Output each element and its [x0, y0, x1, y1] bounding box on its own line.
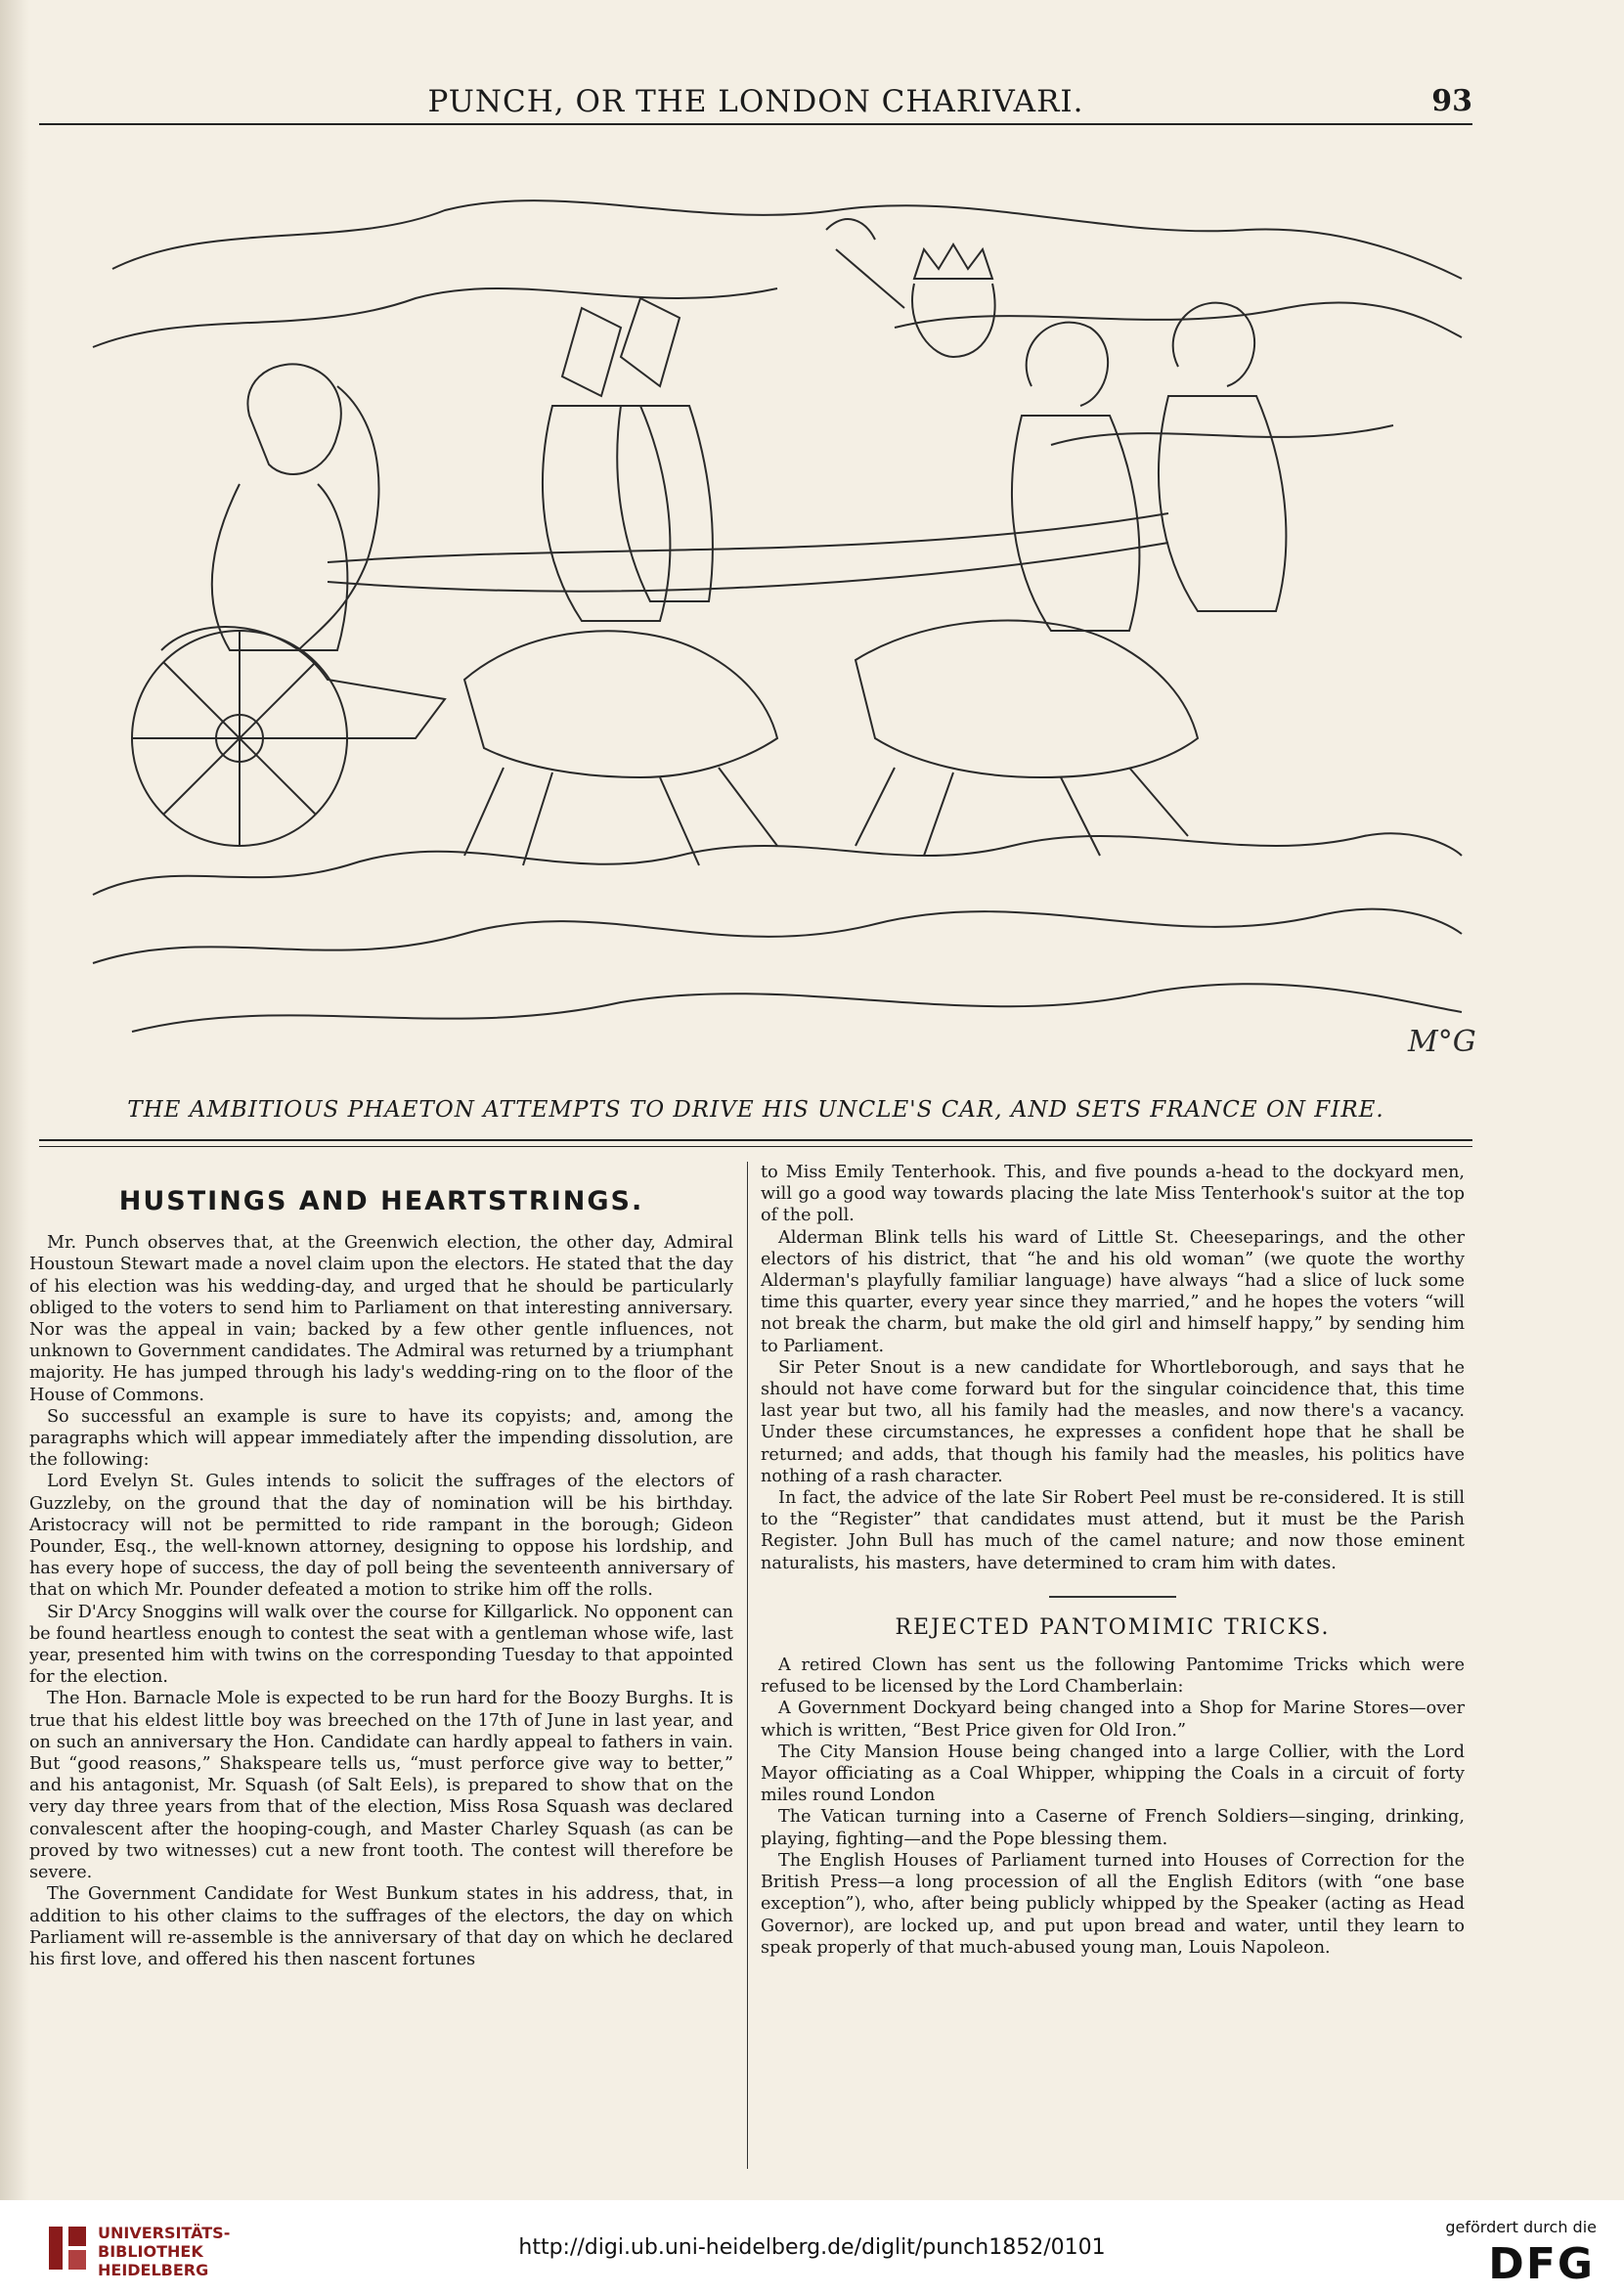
- driver-head: [247, 364, 340, 474]
- crowned-head: [912, 284, 995, 357]
- article-paragraph: So successful an example is sure to have its copyists; and, among the paragraphs which will appear immediately after the impending dissolution, are the following:: [29, 1406, 733, 1471]
- ground-cloud: [93, 909, 1462, 963]
- page-header: [39, 80, 1472, 125]
- running-title: PUNCH, OR THE LONDON CHARIVARI.: [427, 84, 1084, 119]
- university-library-name: UNIVERSITÄTS- BIBLIOTHEK HEIDELBERG: [98, 2224, 231, 2279]
- cloud-line: [1051, 425, 1393, 445]
- digitization-footer: [0, 2200, 1624, 2295]
- rider-body: [1012, 416, 1139, 631]
- article-paragraph: The Vatican turning into a Caserne of French Soldiers—singing, drinking, playing, fighting—and the Pope blessing them.: [761, 1807, 1465, 1849]
- article-paragraph: Mr. Punch observes that, at the Greenwich election, the other day, Admiral Houstoun Stewart made a novel claim upon the electors. He stated that the day of his election was his wedding-day, and urged that he should be particularly obliged to the voters to send him to Parliament on that interesting anniversary. Nor was the appeal in vain; backed by a few other gentle influences, not unknown to Government candidates. The Admiral was returned by a triumphant majority. He has jumped through his lady's wedding-ring on to the floor of the House of Commons.: [29, 1233, 733, 1405]
- dfg-logo: DFG: [1488, 2239, 1595, 2289]
- rider-body: [1159, 396, 1286, 611]
- article-paragraph: A retired Clown has sent us the following Pantomime Tricks which were refused to be licensed by the Lord Chamberlain:: [761, 1655, 1465, 1698]
- article-paragraph: Sir Peter Snout is a new candidate for Whortleborough, and says that he should not have come forward but for the singular coincidence that, this time last year but two, all his family had the measles, and now there's a vacancy. Under these circumstances, he expresses a confident hope that he shall be returned; and adds, that though his family had the measles, his politics have nothing of a rash character.: [761, 1357, 1465, 1486]
- article-paragraph: The English Houses of Parliament turned into Houses of Correction for the British Press—a long procession of all the English Editors (with “one base exception”), who, after being publicly whipped by the Speaker (acting as Head Governor), are locked up, and put upon bread and water, until they learn to speak properly of that much-abused young man, Louis Napoleon.: [761, 1850, 1465, 1958]
- article-paragraph: In fact, the advice of the late Sir Robert Peel must be re-considered. It is still to the “Register” that candidates must attend, but it must be the Parish Register. John Bull has much of the camel nature; and now those eminent naturalists, his masters, have determined to cram him with dates.: [761, 1488, 1465, 1573]
- article-paragraph: Sir D'Arcy Snoggins will walk over the course for Killgarlick. No opponent can be found heartless enough to contest the seat with a gentleman whose wife, last year, presented him with twins on the corresponding Tuesday to that appointed for the election.: [29, 1602, 733, 1688]
- horse-right: [856, 621, 1198, 777]
- chariot-body: [161, 627, 445, 738]
- rider-body: [617, 406, 713, 601]
- article-paragraph: Lord Evelyn St. Gules intends to solicit the suffrages of the electors of Guzzleby, on the ground that the day of nomination will be his birthday. Aristocracy will not be permitted to ride rampant in the borough; Gideon Pounder, Esq., the well-known attorney, designing to oppose his lordship, and has every hope of success, the day of poll being the seventeenth anniversary of that on which Mr. Pounder defeated a motion to strike him off the rolls.: [29, 1472, 733, 1601]
- permalink-url[interactable]: http://digi.ub.uni-heidelberg.de/diglit/punch1852/0101: [518, 2235, 1106, 2260]
- crown: [914, 244, 992, 279]
- column-divider: [747, 1162, 748, 2169]
- caption-rule: [39, 1139, 1472, 1141]
- thunderbolts: [826, 219, 904, 308]
- rider-hat: [562, 308, 621, 396]
- cartoon-signature: M°G: [1408, 1025, 1476, 1059]
- cartoon-illustration: [93, 191, 1476, 1076]
- article-paragraph: The Government Candidate for West Bunkum states in his address, that, in addition to his other claims to the suffrages of the electors, the day on which Parliament will re-assemble is the anniversary of that day on which he declared his first love, and offered his then nascent fortunes: [29, 1884, 733, 1969]
- article-heading-pantomimic: REJECTED PANTOMIMIC TRICKS.: [895, 1614, 1331, 1640]
- rider-helmet: [1027, 323, 1108, 406]
- section-divider: [1049, 1596, 1176, 1598]
- left-column: [29, 1162, 733, 1970]
- rider-body: [543, 406, 670, 621]
- funded-by-label: gefördert durch die: [1445, 2218, 1597, 2236]
- article-heading-hustings: HUSTINGS AND HEARTSTRINGS.: [118, 1186, 644, 1216]
- ground-cloud: [93, 833, 1462, 895]
- article-paragraph: Alderman Blink tells his ward of Little St. Cheeseparings, and the other electors of his district, that “he and his old woman” (we quote the worthy Alderman's playfully familiar language) have always “had a slice of luck some time this quarter, every year since they married,” and he hopes the voters “will not break the charm, but make the old girl and himself happy,” by sending him to Parliament.: [761, 1227, 1465, 1356]
- horse-left: [464, 631, 777, 777]
- cartoon-caption: THE AMBITIOUS PHAETON ATTEMPTS TO DRIVE HIS UNCLE'S CAR, AND SETS FRANCE ON FIRE.: [127, 1097, 1384, 1123]
- right-column: [761, 1162, 1465, 1959]
- article-paragraph: The Hon. Barnacle Mole is expected to be run hard for the Boozy Burghs. It is true that his eldest little boy was breeched on the 17th of June in last year, and on such an anniversary the Hon. Candidate can hardly appeal to fathers in vain. But “good reasons,” Shakspeare tells us, “must perforce give way to better,” and his antagonist, Mr. Squash (of Salt Eels), is prepared to show that on the very day three years from that of the election, Miss Rosa Squash was declared convalescent after the hooping-cough, and Master Charley Squash (as can be proved by two witnesses) cut a new front tooth. The contest will therefore be severe.: [29, 1689, 733, 1883]
- driver-body: [212, 484, 348, 650]
- reins: [328, 513, 1168, 562]
- ground-cloud: [132, 984, 1462, 1032]
- article-paragraph: The City Mansion House being changed into a large Collier, with the Lord Mayor officiating as a Coal Whipper, whipping the Coals in a circuit of forty miles round London: [761, 1742, 1465, 1806]
- article-paragraph: to Miss Emily Tenterhook. This, and five pounds a-head to the dockyard men, will go a good way towards placing the late Miss Tenterhook's suitor at the top of the poll.: [761, 1163, 1465, 1226]
- cloud-line: [895, 302, 1462, 337]
- page-number: 93: [1431, 84, 1472, 118]
- cloud-line: [112, 200, 1462, 279]
- article-paragraph: A Government Dockyard being changed into a Shop for Marine Stores—over which is written, “Best Price given for Old Iron.”: [761, 1699, 1465, 1741]
